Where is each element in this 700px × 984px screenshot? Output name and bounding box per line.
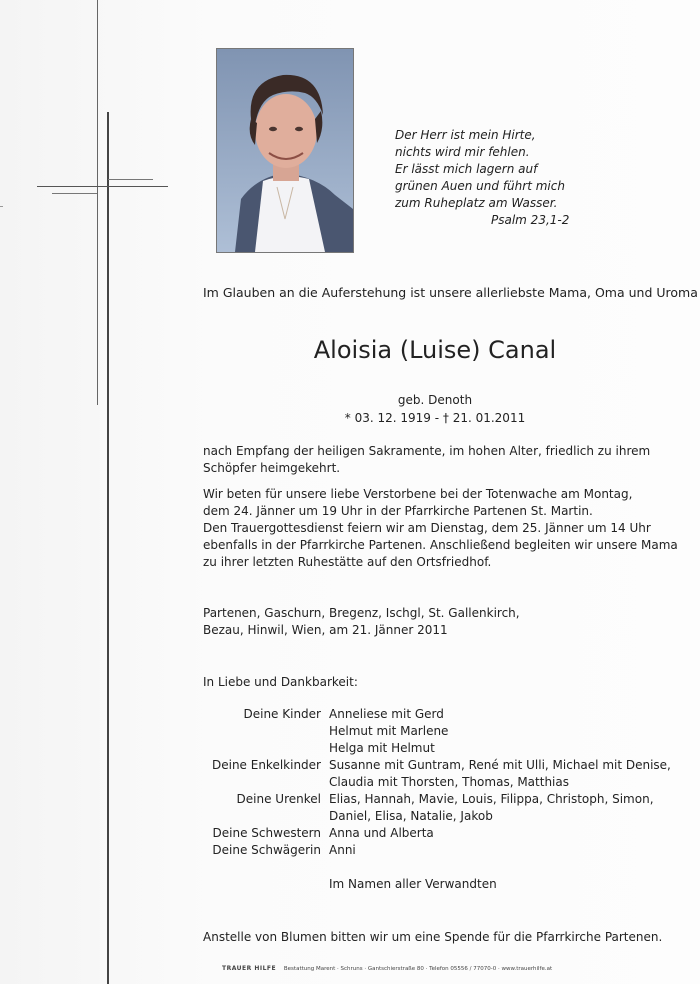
maiden-name: geb. Denoth <box>397 393 473 407</box>
relatives-row <box>203 808 671 825</box>
footer-brand: TRAUER HILFE <box>222 965 277 972</box>
cross-horizontal-line <box>37 186 168 187</box>
relatives-label <box>203 808 329 825</box>
footer <box>222 965 552 972</box>
relatives-label <box>203 740 329 757</box>
relatives-names: Claudia mit Thorsten, Thomas, Matthias <box>329 775 569 789</box>
passing-paragraph <box>203 443 650 477</box>
birth-death-info <box>330 391 540 427</box>
psalm-quote <box>395 127 569 229</box>
paragraph-line: zu ihrer letzten Ruhestätte auf den Ortsfriedhof. <box>203 555 492 569</box>
relatives-names: Susanne mit Guntram, René mit Ulli, Michael mit Denise, <box>329 758 671 772</box>
paragraph-line: nach Empfang der heiligen Sakramente, im hohen Alter, friedlich zu ihrem <box>203 444 651 458</box>
relatives-label <box>203 774 329 791</box>
relatives-names: Elias, Hannah, Mavie, Louis, Filippa, Christoph, Simon, <box>329 792 654 806</box>
paragraph-line: Den Trauergottesdienst feiern wir am Dienstag, dem 25. Jänner um 14 Uhr <box>203 521 651 535</box>
relatives-list <box>203 706 671 859</box>
paragraph-line: Schöpfer heimgekehrt. <box>203 461 341 475</box>
psalm-line: Der Herr ist mein Hirte, <box>395 128 536 142</box>
relatives-names: Anneliese mit Gerd <box>329 707 444 721</box>
relatives-row <box>203 774 671 791</box>
gratitude-line: In Liebe und Dankbarkeit: <box>203 675 358 689</box>
relatives-label <box>203 723 329 740</box>
cross-horizontal-accent-left <box>52 193 97 194</box>
relatives-row <box>203 706 671 723</box>
portrait-illustration <box>217 49 353 252</box>
relatives-names: Daniel, Elisa, Natalie, Jakob <box>329 809 493 823</box>
relatives-names: Helmut mit Marlene <box>329 724 449 738</box>
paragraph-line: ebenfalls in der Pfarrkirche Partenen. Anschließend begleiten wir unsere Mama <box>203 538 678 552</box>
relatives-label: Deine Kinder <box>243 707 321 721</box>
portrait-photo <box>216 48 354 253</box>
relatives-row <box>203 842 671 859</box>
cross-vertical-line <box>107 112 109 984</box>
cross-horizontal-accent-right <box>108 179 153 180</box>
donation-note: Anstelle von Blumen bitten wir um eine Spende für die Pfarrkirche Partenen. <box>203 930 663 944</box>
place-line: Partenen, Gaschurn, Bregenz, Ischgl, St. Gallenkirch, <box>203 606 520 620</box>
place-and-date <box>203 605 520 639</box>
relatives-label: Deine Schwägerin <box>212 843 321 857</box>
psalm-line: zum Ruheplatz am Wasser. <box>395 196 558 210</box>
relatives-names: Helga mit Helmut <box>329 741 435 755</box>
life-dates: * 03. 12. 1919 - † 21. 01.2011 <box>344 411 526 425</box>
relatives-label: Deine Urenkel <box>236 792 321 806</box>
paragraph-line: Wir beten für unsere liebe Verstorbene bei der Totenwache am Montag, <box>203 487 633 501</box>
footer-details: Bestattung Marent · Schruns · Gantschierstraße 80 · Telefon 05556 / 77070-0 · www.trauerhilfe.at <box>283 966 553 972</box>
paragraph-line: dem 24. Jänner um 19 Uhr in der Pfarrkirche Partenen St. Martin. <box>203 504 593 518</box>
closing-line: Im Namen aller Verwandten <box>329 877 497 891</box>
relatives-label: Deine Schwestern <box>212 826 321 840</box>
deceased-name: Aloisia (Luise) Canal <box>313 336 557 364</box>
intro-text: Im Glauben an die Auferstehung ist unsere allerliebste Mama, Oma und Uroma <box>203 285 698 300</box>
relatives-label: Deine Enkelkinder <box>211 758 321 772</box>
psalm-line: nichts wird mir fehlen. <box>395 145 530 159</box>
fold-mark <box>0 206 3 207</box>
relatives-names: Anni <box>329 843 356 857</box>
place-line: Bezau, Hinwil, Wien, am 21. Jänner 2011 <box>203 623 448 637</box>
psalm-line: Er lässt mich lagern auf <box>395 162 538 176</box>
relatives-row <box>203 723 671 740</box>
service-paragraph <box>203 486 678 571</box>
psalm-line: grünen Auen und führt mich <box>395 179 565 193</box>
relatives-row <box>203 740 671 757</box>
relatives-row <box>203 825 671 842</box>
relatives-row <box>203 757 671 774</box>
relatives-row <box>203 791 671 808</box>
psalm-reference: Psalm 23,1-2 <box>491 213 570 227</box>
relatives-names: Anna und Alberta <box>329 826 434 840</box>
